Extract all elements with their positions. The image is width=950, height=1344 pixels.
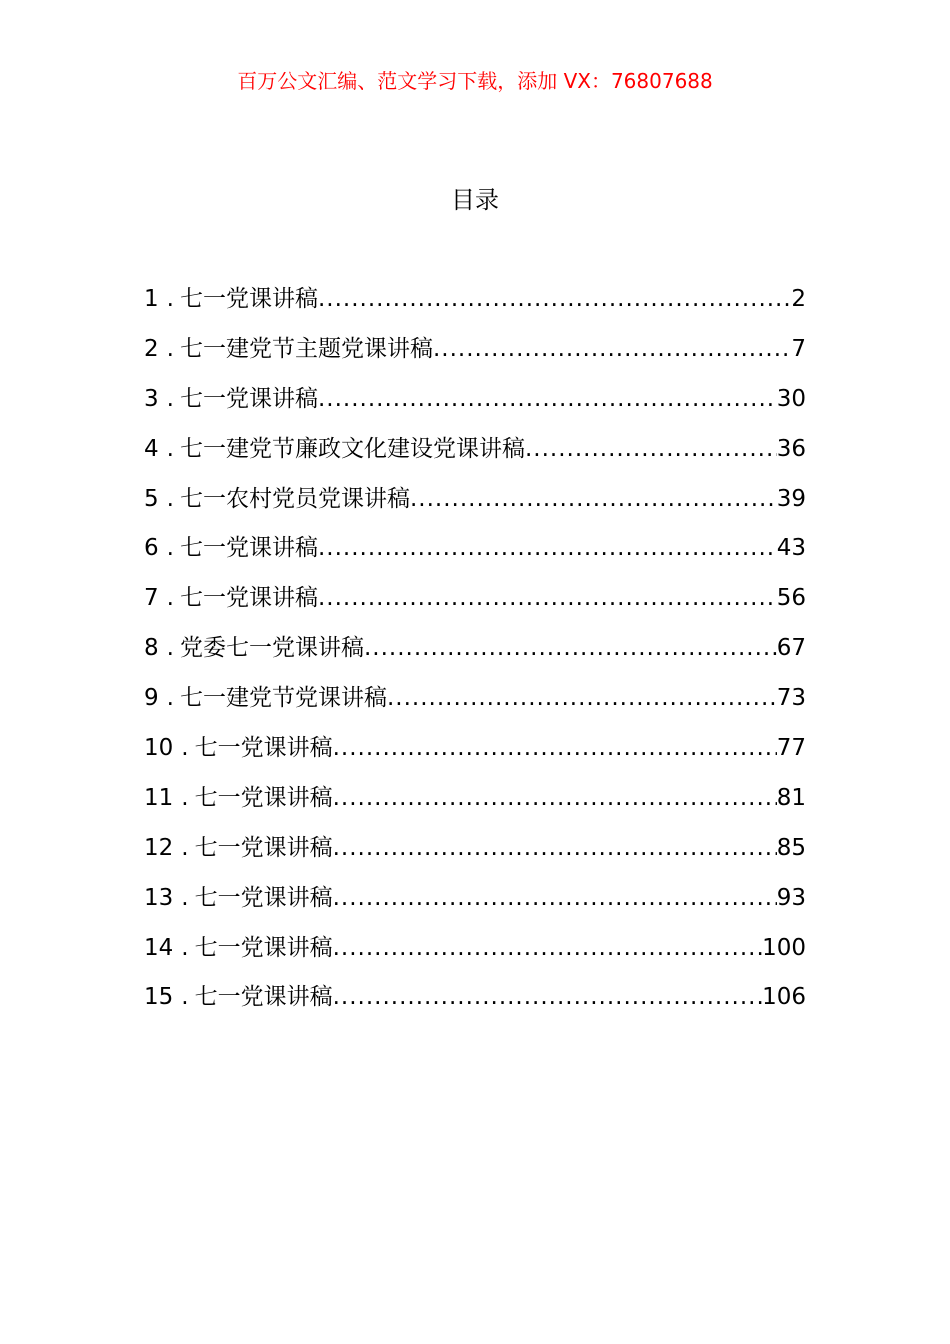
- toc-entry-title: 七一党课讲稿: [194, 784, 333, 811]
- toc-entry-separator: .: [181, 735, 189, 762]
- toc-entry-title: 党委七一党课讲稿: [179, 635, 364, 662]
- toc-entry-title: 七一党课讲稿: [179, 385, 318, 412]
- toc-dot-leader: [333, 782, 777, 814]
- toc-entry-number: 9: [144, 685, 159, 712]
- toc-entry[interactable]: [144, 532, 806, 582]
- toc-entry-page: 67: [776, 635, 806, 662]
- toc-entry-separator: .: [181, 834, 189, 861]
- toc-entry-page: 56: [776, 585, 806, 612]
- toc-entry-page: 2: [791, 286, 806, 312]
- toc-list: [144, 283, 806, 1031]
- toc-entry-title: 七一党课讲稿: [194, 884, 333, 911]
- toc-entry-title: 七一党课讲稿: [179, 585, 318, 612]
- toc-dot-leader: [410, 483, 777, 515]
- toc-entry-number: 10: [144, 735, 174, 762]
- toc-entry-title: 七一建党节廉政文化建设党课讲稿: [179, 435, 525, 462]
- toc-entry[interactable]: [144, 732, 806, 782]
- toc-entry-number: 3: [144, 385, 159, 412]
- toc-entry-number: 7: [144, 585, 159, 612]
- toc-entry[interactable]: [144, 932, 806, 982]
- toc-entry-number: 4: [144, 435, 159, 462]
- toc-entry-number: 1: [144, 286, 159, 312]
- toc-entry-number: 14: [144, 934, 174, 961]
- toc-dot-leader: [318, 582, 777, 614]
- toc-entry-separator: .: [166, 385, 174, 412]
- toc-entry-separator: .: [166, 335, 174, 362]
- toc-entry-separator: .: [181, 884, 189, 911]
- toc-entry-title: 七一党课讲稿: [194, 934, 333, 961]
- toc-entry-separator: .: [166, 535, 174, 562]
- toc-dot-leader: [333, 832, 777, 864]
- toc-entry-page: 85: [776, 834, 806, 861]
- toc-entry-page: 39: [776, 485, 806, 512]
- toc-entry-separator: .: [166, 635, 174, 662]
- toc-entry-page: 36: [776, 435, 806, 462]
- toc-entry-page: 73: [776, 685, 806, 712]
- toc-entry[interactable]: [144, 882, 806, 932]
- toc-entry[interactable]: [144, 981, 806, 1031]
- toc-entry-separator: .: [166, 685, 174, 712]
- toc-dot-leader: [333, 732, 777, 764]
- toc-dot-leader: [318, 532, 777, 564]
- toc-entry-page: 43: [776, 535, 806, 562]
- toc-entry-number: 12: [144, 834, 174, 861]
- toc-entry-separator: .: [181, 984, 189, 1011]
- toc-entry[interactable]: [144, 433, 806, 483]
- toc-entry-number: 15: [144, 984, 174, 1011]
- toc-entry-title: 七一建党节党课讲稿: [179, 685, 387, 712]
- toc-entry-title: 七一建党节主题党课讲稿: [179, 335, 433, 362]
- toc-entry-separator: .: [166, 286, 174, 312]
- toc-entry[interactable]: [144, 682, 806, 732]
- toc-entry-number: 2: [144, 335, 159, 362]
- toc-entry-page: 93: [776, 884, 806, 911]
- toc-dot-leader: [333, 882, 777, 914]
- toc-dot-leader: [525, 433, 777, 465]
- toc-dot-leader: [364, 632, 777, 664]
- toc-entry[interactable]: [144, 383, 806, 433]
- toc-entry[interactable]: [144, 483, 806, 533]
- toc-entry-title: 七一农村党员党课讲稿: [179, 485, 410, 512]
- toc-entry-page: 30: [776, 385, 806, 412]
- toc-entry-number: 13: [144, 884, 174, 911]
- toc-entry-title: 七一党课讲稿: [179, 286, 318, 312]
- toc-dot-leader: [333, 932, 763, 964]
- toc-entry-separator: .: [181, 934, 189, 961]
- toc-dot-leader: [433, 333, 791, 365]
- toc-entry[interactable]: [144, 782, 806, 832]
- toc-entry-separator: .: [166, 485, 174, 512]
- toc-entry[interactable]: [144, 582, 806, 632]
- toc-title: 目录: [451, 186, 499, 214]
- toc-entry-title: 七一党课讲稿: [194, 735, 333, 762]
- header-note: 百万公文汇编、范文学习下载，添加 VX：76807688: [237, 69, 713, 93]
- toc-entry-page: 81: [776, 784, 806, 811]
- toc-dot-leader: [387, 682, 777, 714]
- toc-entry-number: 8: [144, 635, 159, 662]
- toc-entry-number: 5: [144, 485, 159, 512]
- toc-entry[interactable]: [144, 832, 806, 882]
- toc-dot-leader: [333, 981, 763, 1013]
- toc-entry[interactable]: [144, 283, 806, 333]
- toc-dot-leader: [318, 383, 777, 415]
- toc-entry-separator: .: [181, 784, 189, 811]
- toc-entry-page: 7: [791, 335, 806, 362]
- toc-entry-title: 七一党课讲稿: [179, 535, 318, 562]
- toc-entry-title: 七一党课讲稿: [194, 834, 333, 861]
- toc-entry[interactable]: [144, 632, 806, 682]
- toc-entry-number: 11: [144, 784, 174, 811]
- toc-entry-separator: .: [166, 435, 174, 462]
- toc-entry-separator: .: [166, 585, 174, 612]
- toc-entry-page: 106: [762, 984, 806, 1011]
- toc-entry[interactable]: [144, 333, 806, 383]
- toc-entry-number: 6: [144, 535, 159, 562]
- toc-entry-title: 七一党课讲稿: [194, 984, 333, 1011]
- toc-dot-leader: [318, 283, 791, 315]
- toc-entry-page: 100: [762, 934, 806, 961]
- toc-entry-page: 77: [776, 735, 806, 762]
